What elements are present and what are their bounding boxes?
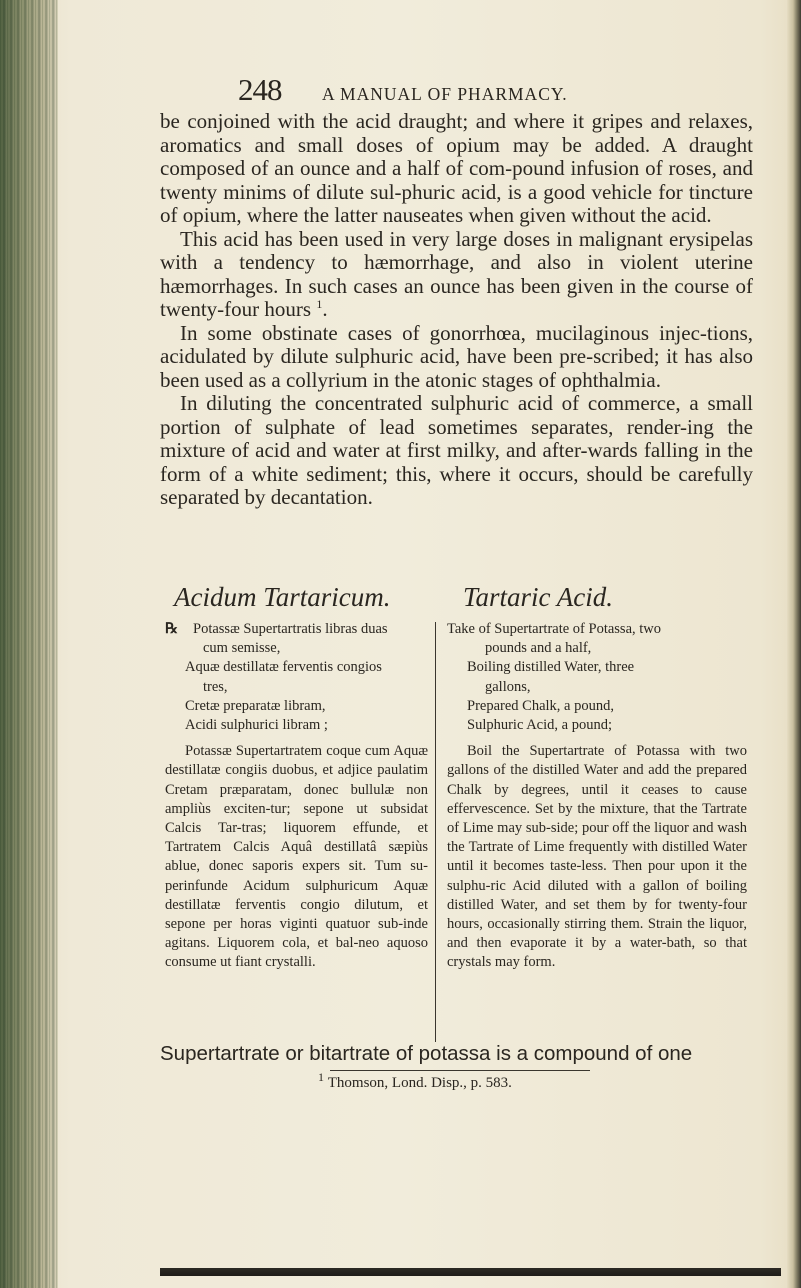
main-text: [160, 110, 753, 510]
english-column: [447, 620, 747, 973]
latin-method: Potassæ Supertartratem coque cum Aquæ destillatæ congiis duobus, et adjice paulatim Cretam præparatam, donec bullulæ non ampliùs exciten-tur; sepone ut subsidat Calcis Tar-tras; liquorem effunde, et Tartratem Calcis Aquâ destillatâ sæpiùs ablue, donec saporis expers sit. Tum su-perinfunde Acidum sulphuricum Aquæ destillatæ ferventis congio dilutum, et sepone per horas viginti quatuor sub-inde agitans. Liquorem cola, et bal-neo aquoso consume ut fiant crystalli.: [165, 743, 428, 971]
latin-heading: Acidum Tartaricum.: [174, 582, 391, 612]
paragraph-1: be conjoined with the acid draught; and where it gripes and relaxes, aromatics and small doses of opium may be added. A draught composed of an ounce and a half of com-pound infusion of roses, and twenty minims of dilute sul-phuric acid, is a good vehicle for tincture of opium, where the latter nauseates when given without the acid.: [160, 109, 753, 227]
recipe-symbol: ℞: [165, 621, 178, 637]
paragraph-3: In some obstinate cases of gonorrhœa, mucilaginous injec-tions, acidulated by dilute sulphuric acid, have been pre-scribed; it has also been used as a collyrium in the atonic stages of ophthalmia.: [160, 320, 753, 392]
footnote-text: Thomson, Lond. Disp., p. 583.: [327, 1075, 512, 1091]
column-divider: [435, 622, 436, 1042]
latin-recipe-3: Cretæ preparatæ libram,: [185, 697, 326, 714]
running-head: A MANUAL OF PHARMACY.: [322, 84, 568, 104]
footnote-marker: 1: [318, 1070, 324, 1084]
footnote-reference: 1: [316, 297, 323, 311]
closing-line: Supertartrate or bitartrate of potassa is a compound of one: [160, 1042, 693, 1065]
latin-recipe-1-cont: cum semisse,: [203, 640, 281, 657]
latin-recipe-2-cont: tres,: [203, 678, 228, 695]
book-spine-edge: [0, 0, 58, 1288]
english-recipe-2-cont: gallons,: [485, 678, 531, 695]
english-recipe-2: Boiling distilled Water, three: [467, 659, 635, 676]
english-recipe-1-cont: pounds and a half,: [485, 640, 592, 657]
english-recipe-3: Prepared Chalk, a pound,: [467, 697, 614, 714]
page-right-edge: [787, 0, 801, 1288]
paragraph-4: In diluting the concentrated sulphuric acid of commerce, a small portion of sulphate of lead sometimes separates, render-ing the mixture of acid and water at first milky, and after-wards falling in the form of a white sediment; this, where it occurs, should be carefully separated by decantation.: [160, 391, 753, 509]
footnote: [318, 1070, 512, 1093]
english-heading: Tartaric Acid.: [463, 582, 614, 612]
english-recipe-4: Sulphuric Acid, a pound;: [467, 717, 612, 734]
english-method: Boil the Supertartrate of Potassa with two gallons of the distilled Water and add the prepared Chalk by degrees, until it ceases to cause effervescence. Set by the mixture, that the Tartrate of Lime may sub-side; pour off the liquor and wash the Tartrate of Lime frequently with distilled Water until it becomes taste-less. Then pour upon it the sulphu-ric Acid diluted with a gallon of boiling distilled Water, and set them by for twenty-four hours, occasionally stirring them. Strain the liquor, and then evaporate it by a water-bath, so that crystals may form.: [447, 743, 747, 971]
paragraph-2: [160, 228, 753, 322]
latin-recipe-2: Aquæ destillatæ ferventis congios: [185, 659, 382, 676]
latin-recipe-1: ℞ Potassæ Supertartratis libras duas: [165, 620, 428, 639]
latin-recipe-4: Acidi sulphurici libram ;: [185, 717, 328, 734]
page-number: 248: [238, 72, 282, 107]
english-recipe-1: Take of Supertartrate of Potassa, two: [447, 621, 662, 637]
paragraph-2-end: .: [322, 297, 328, 321]
page-bottom-edge: [160, 1268, 781, 1276]
latin-column: [165, 620, 428, 973]
paragraph-2-text: This acid has been used in very large doses in malignant erysipelas with a tendency to hæmorrhage, and also in violent uterine hæmorrhages. In such cases an ounce has been given in the course of twenty-four hours: [160, 226, 753, 321]
footnote-rule: [330, 1070, 590, 1071]
page-header: [238, 70, 638, 110]
